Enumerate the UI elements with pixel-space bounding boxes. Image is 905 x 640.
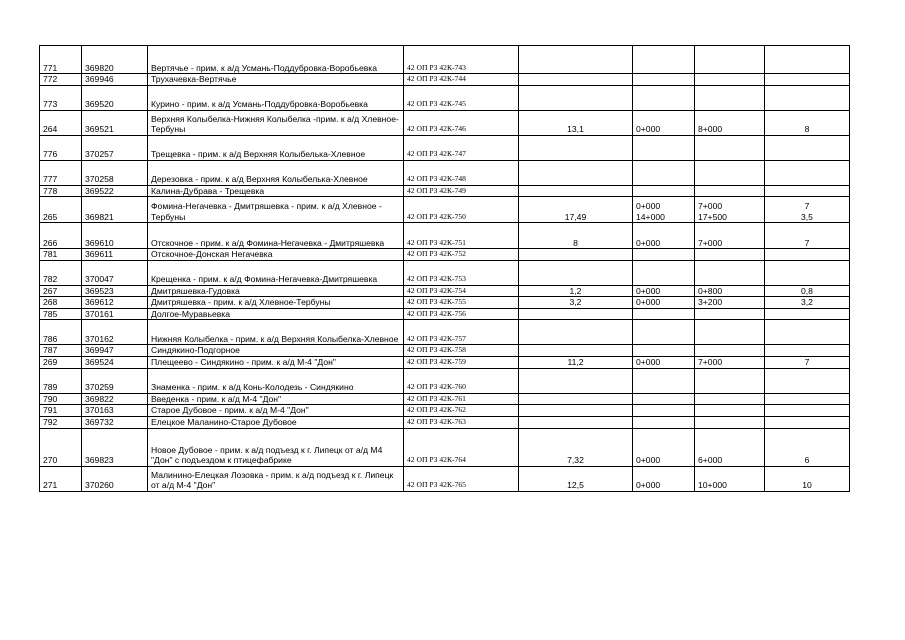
road-name-cell: Нижняя Колыбелка - прим. к а/д Верхняя Колыбелка-Хлевное [148, 320, 404, 345]
value-cell: 3,2 [765, 297, 850, 309]
value-cell [765, 260, 850, 285]
row-number-cell: 268 [40, 297, 82, 309]
registration-number-cell: 42 ОП РЗ 42К-765 [404, 466, 519, 491]
table-row [40, 320, 850, 345]
start-km-cell [633, 405, 695, 417]
value-cell [765, 74, 850, 86]
table-row [40, 160, 850, 185]
road-code-cell: 370259 [82, 368, 148, 393]
table-row [40, 85, 850, 110]
value-cell [765, 160, 850, 185]
start-km-lower: 14+000 [636, 211, 665, 222]
end-km-cell [695, 249, 765, 261]
row-number-cell: 266 [40, 223, 82, 249]
value-cell [765, 368, 850, 393]
start-km-cell [633, 368, 695, 393]
road-name-cell: Малинино-Елецкая Лозовка - прим. к а/д подъезд к г. Липецк от а/д М-4 "Дон" [148, 466, 404, 491]
registration-number-cell: 42 ОП РЗ 42К-753 [404, 260, 519, 285]
start-km-upper: 0+000 [636, 201, 661, 211]
row-number-cell: 772 [40, 74, 82, 86]
road-code-cell: 369524 [82, 356, 148, 368]
value-cell [765, 185, 850, 197]
length-cell [519, 260, 633, 285]
road-name-cell: Дмитряшевка - прим. к а/д Хлевное-Тербуны [148, 297, 404, 309]
table-body [40, 46, 850, 492]
length-cell [519, 160, 633, 185]
registration-number-cell: 42 ОП РЗ 42К-744 [404, 74, 519, 86]
value-lower: 3,5 [801, 211, 813, 222]
road-name-cell: Долгое-Муравьевка [148, 308, 404, 320]
registration-number-cell: 42 ОП РЗ 42К-745 [404, 85, 519, 110]
end-km-cell [695, 74, 765, 86]
start-km-cell: 0+000 [633, 285, 695, 297]
roads-table [39, 45, 850, 492]
value-cell [765, 345, 850, 357]
value-cell: 7 [765, 223, 850, 249]
table-row [40, 466, 850, 491]
end-km-cell: 7+000 [695, 223, 765, 249]
road-code-cell: 369821 [82, 197, 148, 223]
length-cell: 17,49 [519, 197, 633, 223]
table-row [40, 393, 850, 405]
start-km-cell [633, 260, 695, 285]
road-code-cell: 370260 [82, 466, 148, 491]
end-km-cell [695, 85, 765, 110]
table-row [40, 428, 850, 466]
road-name-cell: Знаменка - прим. к а/д Конь-Колодезь - Синдякино [148, 368, 404, 393]
registration-number-cell: 42 ОП РЗ 42К-755 [404, 297, 519, 309]
road-code-cell: 369610 [82, 223, 148, 249]
length-cell [519, 74, 633, 86]
road-code-cell: 370162 [82, 320, 148, 345]
value-cell [765, 393, 850, 405]
registration-number-cell: 42 ОП РЗ 42К-748 [404, 160, 519, 185]
road-name-cell: Верхняя Колыбелка-Нижняя Колыбелка -прим. к а/д Хлевное-Тербуны [148, 110, 404, 135]
table-row [40, 74, 850, 86]
end-km-cell [695, 197, 765, 223]
road-code-cell: 369612 [82, 297, 148, 309]
end-km-cell [695, 320, 765, 345]
length-cell [519, 135, 633, 160]
table-row [40, 135, 850, 160]
start-km-cell: 0+000 [633, 466, 695, 491]
road-name-cell: Старое Дубовое - прим. к а/д М-4 "Дон" [148, 405, 404, 417]
length-cell: 3,2 [519, 297, 633, 309]
row-number-cell: 776 [40, 135, 82, 160]
row-number-cell: 790 [40, 393, 82, 405]
value-cell [765, 320, 850, 345]
value-cell: 8 [765, 110, 850, 135]
table-row [40, 297, 850, 309]
road-name-cell: Плещеево - Синдякино - прим. к а/д М-4 "Дон" [148, 356, 404, 368]
table-row [40, 416, 850, 428]
start-km-cell [633, 308, 695, 320]
value-cell: 0,8 [765, 285, 850, 297]
length-cell [519, 46, 633, 74]
start-km-cell [633, 74, 695, 86]
end-km-cell: 8+000 [695, 110, 765, 135]
start-km-cell: 0+000 [633, 223, 695, 249]
start-km-cell [633, 393, 695, 405]
row-number-cell: 777 [40, 160, 82, 185]
road-code-cell: 370258 [82, 160, 148, 185]
road-name-cell: Вертячье - прим. к а/д Усмань-Поддубровка-Воробьевка [148, 46, 404, 74]
registration-number-cell: 42 ОП РЗ 42К-746 [404, 110, 519, 135]
table-row [40, 356, 850, 368]
value-cell [765, 135, 850, 160]
length-cell: 11,2 [519, 356, 633, 368]
row-number-cell: 778 [40, 185, 82, 197]
end-km-cell: 0+800 [695, 285, 765, 297]
end-km-lower: 17+500 [698, 211, 727, 222]
length-cell: 12,5 [519, 466, 633, 491]
row-number-cell: 265 [40, 197, 82, 223]
registration-number-cell: 42 ОП РЗ 42К-761 [404, 393, 519, 405]
end-km-upper: 7+000 [698, 201, 723, 211]
length-cell [519, 345, 633, 357]
start-km-cell: 0+000 [633, 356, 695, 368]
end-km-cell: 7+000 [695, 356, 765, 368]
table-row [40, 405, 850, 417]
row-number-cell: 789 [40, 368, 82, 393]
road-name-cell: Новое Дубовое - прим. к а/д подъезд к г. Липецк от а/д М4 "Дон" с подъездом к птицефабрике [148, 428, 404, 466]
registration-number-cell: 42 ОП РЗ 42К-759 [404, 356, 519, 368]
road-code-cell: 369521 [82, 110, 148, 135]
row-number-cell: 269 [40, 356, 82, 368]
row-number-cell: 792 [40, 416, 82, 428]
registration-number-cell: 42 ОП РЗ 42К-754 [404, 285, 519, 297]
table-row [40, 308, 850, 320]
road-name-cell: Крещенка - прим. к а/д Фомина-Негачевка-Дмитряшевка [148, 260, 404, 285]
registration-number-cell: 42 ОП РЗ 42К-763 [404, 416, 519, 428]
road-code-cell: 370163 [82, 405, 148, 417]
road-name-cell: Введенка - прим. к а/д М-4 "Дон" [148, 393, 404, 405]
row-number-cell: 267 [40, 285, 82, 297]
road-code-cell: 369823 [82, 428, 148, 466]
length-cell [519, 368, 633, 393]
length-cell: 13,1 [519, 110, 633, 135]
length-cell [519, 405, 633, 417]
row-number-cell: 781 [40, 249, 82, 261]
road-name-cell: Синдякино-Подгорное [148, 345, 404, 357]
row-number-cell: 271 [40, 466, 82, 491]
start-km-cell: 0+000 [633, 110, 695, 135]
registration-number-cell: 42 ОП РЗ 42К-760 [404, 368, 519, 393]
length-cell [519, 416, 633, 428]
road-name-cell: Отскочное - прим. к а/д Фомина-Негачевка - Дмитряшевка [148, 223, 404, 249]
length-cell: 7,32 [519, 428, 633, 466]
table-row [40, 110, 850, 135]
table-row [40, 197, 850, 223]
value-cell [765, 308, 850, 320]
length-cell: 8 [519, 223, 633, 249]
end-km-cell: 6+000 [695, 428, 765, 466]
road-code-cell: 369522 [82, 185, 148, 197]
registration-number-cell: 42 ОП РЗ 42К-747 [404, 135, 519, 160]
end-km-cell [695, 368, 765, 393]
start-km-cell [633, 345, 695, 357]
start-km-cell [633, 185, 695, 197]
registration-number-cell: 42 ОП РЗ 42К-757 [404, 320, 519, 345]
road-name-cell: Калина-Дубрава - Трещевка [148, 185, 404, 197]
value-cell: 10 [765, 466, 850, 491]
registration-number-cell: 42 ОП РЗ 42К-756 [404, 308, 519, 320]
table-row [40, 260, 850, 285]
road-code-cell: 369611 [82, 249, 148, 261]
table-row [40, 223, 850, 249]
row-number-cell: 782 [40, 260, 82, 285]
road-name-cell: Курино - прим. к а/д Усмань-Поддубровка-Воробьевка [148, 85, 404, 110]
row-number-cell: 264 [40, 110, 82, 135]
end-km-cell [695, 393, 765, 405]
start-km-cell [633, 249, 695, 261]
registration-number-cell: 42 ОП РЗ 42К-743 [404, 46, 519, 74]
road-code-cell: 370257 [82, 135, 148, 160]
end-km-cell [695, 416, 765, 428]
row-number-cell: 771 [40, 46, 82, 74]
end-km-cell [695, 46, 765, 74]
start-km-cell [633, 160, 695, 185]
table-row [40, 345, 850, 357]
start-km-cell [633, 135, 695, 160]
road-name-cell: Трещевка - прим. к а/д Верхняя Колыбелька-Хлевное [148, 135, 404, 160]
road-code-cell: 369947 [82, 345, 148, 357]
road-code-cell: 369822 [82, 393, 148, 405]
length-cell [519, 308, 633, 320]
value-cell [765, 85, 850, 110]
end-km-cell [695, 260, 765, 285]
start-km-cell: 0+000 [633, 297, 695, 309]
length-cell [519, 185, 633, 197]
road-code-cell: 369732 [82, 416, 148, 428]
start-km-cell [633, 416, 695, 428]
road-code-cell: 369523 [82, 285, 148, 297]
row-number-cell: 773 [40, 85, 82, 110]
road-code-cell: 370161 [82, 308, 148, 320]
registration-number-cell: 42 ОП РЗ 42К-751 [404, 223, 519, 249]
table-row [40, 249, 850, 261]
road-name-cell: Дерезовка - прим. к а/д Верхняя Колыбелька-Хлевное [148, 160, 404, 185]
row-number-cell: 791 [40, 405, 82, 417]
end-km-cell [695, 308, 765, 320]
value-cell: 7 [765, 356, 850, 368]
registration-number-cell: 42 ОП РЗ 42К-758 [404, 345, 519, 357]
registration-number-cell: 42 ОП РЗ 42К-752 [404, 249, 519, 261]
length-cell [519, 320, 633, 345]
end-km-cell [695, 185, 765, 197]
registration-number-cell: 42 ОП РЗ 42К-764 [404, 428, 519, 466]
end-km-cell [695, 160, 765, 185]
end-km-cell [695, 135, 765, 160]
road-code-cell: 370047 [82, 260, 148, 285]
row-number-cell: 785 [40, 308, 82, 320]
road-code-cell: 369520 [82, 85, 148, 110]
end-km-cell: 10+000 [695, 466, 765, 491]
table-row [40, 285, 850, 297]
registration-number-cell: 42 ОП РЗ 42К-762 [404, 405, 519, 417]
value-cell [765, 46, 850, 74]
road-name-cell: Трухачевка-Вертячье [148, 74, 404, 86]
value-cell [765, 249, 850, 261]
registration-number-cell: 42 ОП РЗ 42К-749 [404, 185, 519, 197]
road-name-cell: Дмитряшевка-Гудовка [148, 285, 404, 297]
length-cell [519, 249, 633, 261]
end-km-cell [695, 345, 765, 357]
value-cell [765, 405, 850, 417]
value-cell [765, 416, 850, 428]
road-name-cell: Фомина-Негачевка - Дмитряшевка - прим. к а/д Хлевное - Тербуны [148, 197, 404, 223]
road-name-cell: Елецкое Маланино-Старое Дубовое [148, 416, 404, 428]
registration-number-cell: 42 ОП РЗ 42К-750 [404, 197, 519, 223]
table-row [40, 185, 850, 197]
row-number-cell: 787 [40, 345, 82, 357]
value-cell: 6 [765, 428, 850, 466]
table-row [40, 46, 850, 74]
start-km-cell [633, 85, 695, 110]
row-number-cell: 270 [40, 428, 82, 466]
end-km-cell: 3+200 [695, 297, 765, 309]
length-cell [519, 393, 633, 405]
end-km-cell [695, 405, 765, 417]
length-cell [519, 85, 633, 110]
value-upper: 7 [804, 201, 810, 211]
start-km-cell [633, 320, 695, 345]
start-km-cell [633, 46, 695, 74]
road-name-cell: Отскочное-Донская Негачевка [148, 249, 404, 261]
road-code-cell: 369946 [82, 74, 148, 86]
length-cell: 1,2 [519, 285, 633, 297]
road-code-cell: 369820 [82, 46, 148, 74]
table-row [40, 368, 850, 393]
value-cell [765, 197, 850, 223]
start-km-cell: 0+000 [633, 428, 695, 466]
row-number-cell: 786 [40, 320, 82, 345]
start-km-cell [633, 197, 695, 223]
